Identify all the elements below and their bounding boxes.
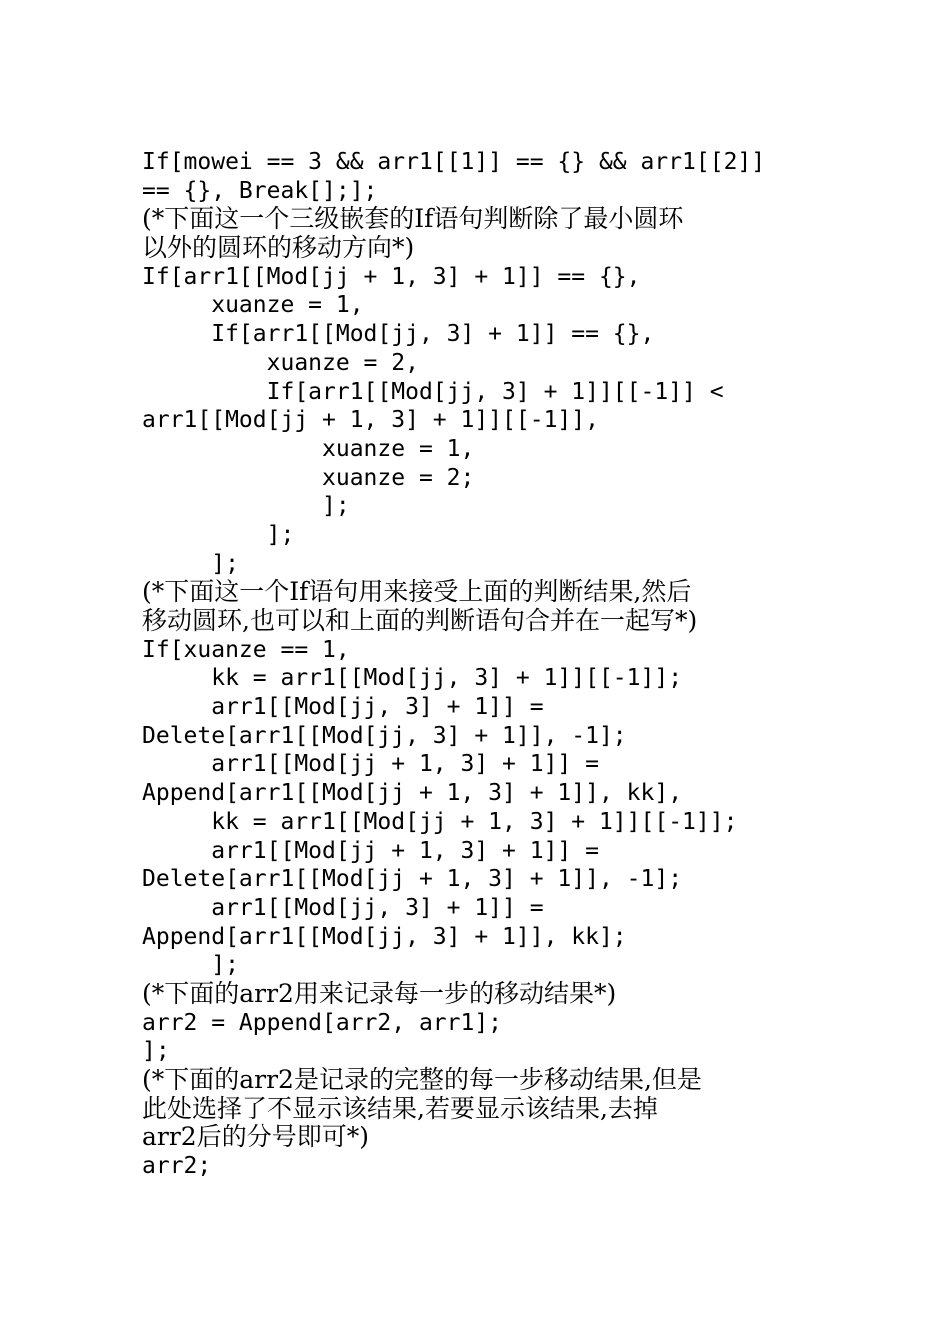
code-line: arr1[[Mod[jj + 1, 3] + 1]] = [142, 751, 599, 778]
comment-line: 以外的圆环的移动方向*) [142, 233, 415, 263]
comment-line: (*下面这一个三级嵌套的If语句判断除了最小圆环 [142, 204, 684, 234]
comment-line: 此处选择了不显示该结果,若要显示该结果,去掉 [142, 1093, 658, 1123]
code-line: ]; [142, 521, 295, 548]
code-line: arr2; [142, 1153, 212, 1180]
code-line: kk = arr1[[Mod[jj + 1, 3] + 1]][[-1]]; [142, 808, 738, 835]
code-line: Delete[arr1[[Mod[jj + 1, 3] + 1]], -1]; [142, 866, 683, 893]
code-line: Delete[arr1[[Mod[jj, 3] + 1]], -1]; [142, 722, 627, 749]
code-line: arr1[[Mod[jj, 3] + 1]] = [142, 694, 544, 721]
code-line: xuanze = 1, [142, 435, 475, 462]
code-line: ]; [142, 493, 350, 520]
code-line: ]; [142, 550, 239, 577]
code-line: xuanze = 1, [142, 292, 364, 319]
code-line: If[xuanze == 1, [142, 636, 350, 663]
code-line: arr2 = Append[arr2, arr1]; [142, 1009, 503, 1036]
code-line: Append[arr1[[Mod[jj + 1, 3] + 1]], kk], [142, 780, 683, 807]
code-line: arr1[[Mod[jj + 1, 3] + 1]][[-1]], [142, 407, 599, 434]
code-line: If[arr1[[Mod[jj + 1, 3] + 1]] == {}, [142, 263, 641, 290]
code-line: xuanze = 2; [142, 464, 475, 491]
code-line: == {}, Break[];]; [142, 177, 378, 204]
code-line: kk = arr1[[Mod[jj, 3] + 1]][[-1]]; [142, 665, 683, 692]
code-line: ]; [142, 952, 239, 979]
code-line: ]; [142, 1038, 170, 1065]
code-line: If[mowei == 3 && arr1[[1]] == {} && arr1[[2]] [142, 149, 766, 175]
code-line: If[arr1[[Mod[jj, 3] + 1]][[-1]] < [142, 378, 724, 405]
comment-line: (*下面的arr2是记录的完整的每一步移动结果,但是 [142, 1065, 702, 1094]
code-line: If[arr1[[Mod[jj, 3] + 1]] == {}, [142, 321, 655, 348]
code-line: Append[arr1[[Mod[jj, 3] + 1]], kk]; [142, 923, 627, 950]
document-page [142, 148, 822, 1181]
code-line: arr1[[Mod[jj + 1, 3] + 1]] = [142, 837, 599, 864]
comment-line: 移动圆环,也可以和上面的判断语句合并在一起写*) [142, 606, 698, 635]
comment-line: (*下面的arr2用来记录每一步的移动结果*) [142, 978, 617, 1008]
comment-line: arr2后的分号即可*) [142, 1122, 369, 1152]
code-line: xuanze = 2, [142, 349, 419, 376]
code-line: arr1[[Mod[jj, 3] + 1]] = [142, 894, 544, 921]
comment-line: (*下面这一个If语句用来接受上面的判断结果,然后 [142, 577, 692, 607]
